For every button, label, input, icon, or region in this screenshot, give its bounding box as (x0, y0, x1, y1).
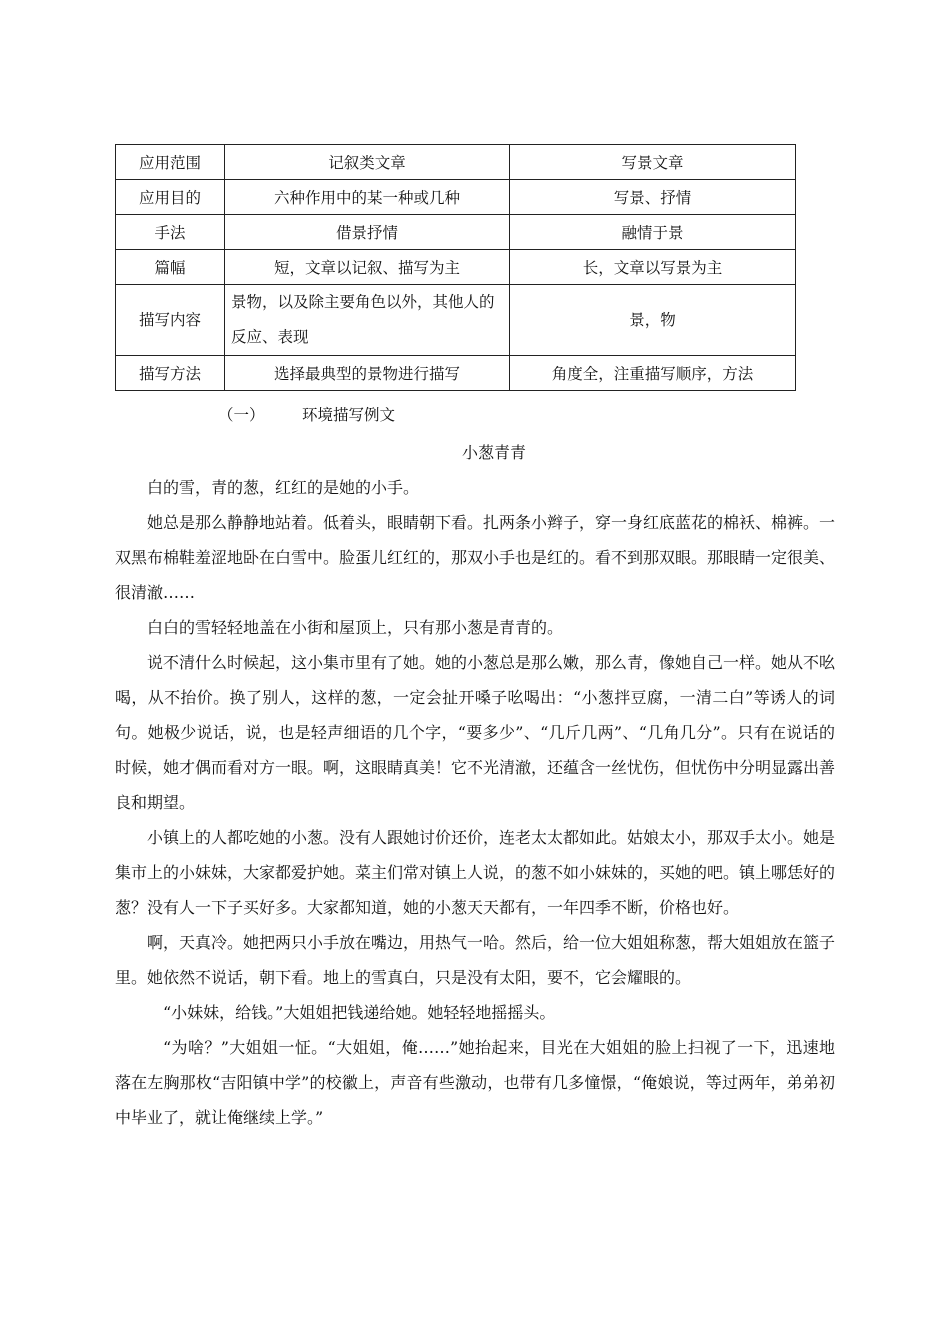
narrative-cell: 记叙类文章 (225, 145, 510, 180)
row-label: 描写方法 (116, 356, 225, 391)
narrative-cell: 选择最典型的景物进行描写 (225, 356, 510, 391)
paragraph: 说不清什么时候起，这小集市里有了她。她的小葱总是那么嫩，那么青，像她自己一样。她从不吆喝，从不抬价。换了别人，这样的葱，一定会扯开嗓子吆喝出：“小葱拌豆腐，一清二白”等诱人的词句。她极少说话，说，也是轻声细语的几个字，“要多少”、“几斤几两”、“几角几分”。只有在说话的时候，她才偶而看对方一眼。啊，这眼睛真美！它不光清澈，还蕴含一丝忧伤，但忧伤中分明显露出善良和期望。 (115, 653, 836, 812)
comparison-table (115, 144, 796, 391)
scenery-cell: 景，物 (510, 285, 796, 356)
table-row (116, 215, 796, 250)
narrative-cell: 景物，以及除主要角色以外，其他人的反应、表现 (225, 285, 510, 356)
table-row (116, 285, 796, 356)
row-label: 应用目的 (116, 180, 225, 215)
table-row (116, 356, 796, 391)
narrative-cell: 短，文章以记叙、描写为主 (225, 250, 510, 285)
paragraph: “小妹妹，给钱。”大姐姐把钱递给她。她轻轻地摇摇头。 (163, 1003, 556, 1022)
scenery-cell: 长，文章以写景为主 (510, 250, 796, 285)
article-body (115, 470, 835, 1135)
article-title: 小葱青青 (461, 443, 526, 462)
table-row (116, 180, 796, 215)
paragraph: “为啥？”大姐姐一怔。“大姐姐，俺……”她抬起来，目光在大姐姐的脸上扫视了一下，迅速地落在左胸那枚“吉阳镇中学”的校徽上，声音有些激动，也带有几多憧憬，“俺娘说，等过两年，弟弟初中毕业了，就让俺继续上学。” (115, 1038, 835, 1127)
paragraph: 她总是那么静静地站着。低着头，眼睛朝下看。扎两条小辫子，穿一身红底蓝花的棉袄、棉裤。一双黑布棉鞋羞涩地卧在白雪中。脸蛋儿红红的，那双小手也是红的。看不到那双眼。那眼睛一定很美、很清澈…… (115, 513, 836, 602)
scenery-cell: 角度全，注重描写顺序，方法 (510, 356, 796, 391)
row-label: 描写内容 (116, 285, 225, 356)
section-heading (218, 403, 395, 425)
row-label: 手法 (116, 215, 225, 250)
row-label: 应用范围 (116, 145, 225, 180)
scenery-cell: 写景文章 (510, 145, 796, 180)
scenery-cell: 写景、抒情 (510, 180, 796, 215)
scenery-cell: 融情于景 (510, 215, 796, 250)
paragraph: 白的雪，青的葱，红红的是她的小手。 (147, 478, 420, 497)
section-number: （一） (218, 406, 265, 424)
table-row (116, 250, 796, 285)
paragraph: 白白的雪轻轻地盖在小街和屋顶上，只有那小葱是青青的。 (147, 618, 564, 637)
narrative-cell: 六种作用中的某一种或几种 (225, 180, 510, 215)
paragraph: 啊，天真冷。她把两只小手放在嘴边，用热气一哈。然后，给一位大姐姐称葱，帮大姐姐放在篮子里。她依然不说话，朝下看。地上的雪真白，只是没有太阳，要不，它会耀眼的。 (115, 933, 836, 987)
row-label: 篇幅 (116, 250, 225, 285)
table-row (116, 145, 796, 180)
section-title: 环境描写例文 (302, 406, 396, 424)
narrative-cell: 借景抒情 (225, 215, 510, 250)
paragraph: 小镇上的人都吃她的小葱。没有人跟她讨价还价，连老太太都如此。姑娘太小，那双手太小。她是集市上的小妹妹，大家都爱护她。菜主们常对镇上人说，的葱不如小妹妹的，买她的吧。镇上哪恁好的葱？没有人一下子买好多。大家都知道，她的小葱天天都有，一年四季不断，价格也好。 (115, 828, 836, 917)
